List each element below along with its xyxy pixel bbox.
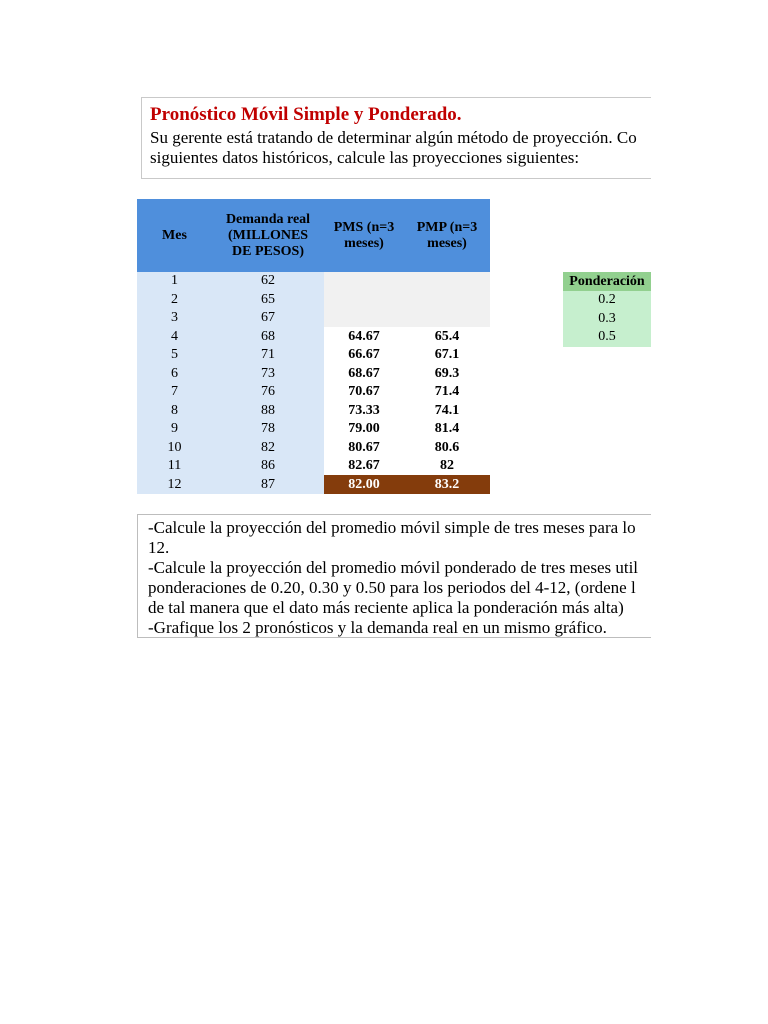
table-row: 5 71 66.67 67.1 xyxy=(171,347,460,362)
weights-table xyxy=(563,272,651,347)
table-row: 3 67 xyxy=(171,310,275,325)
table-row: 7 76 70.67 71.4 xyxy=(171,384,460,399)
weight-value: 0.2 xyxy=(563,291,651,310)
table-row: 11 86 82.67 82 xyxy=(167,458,454,473)
column-header-mes: Mes xyxy=(162,227,187,243)
instruction-line: 12. xyxy=(148,538,170,557)
intro-line: Su gerente está tratando de determinar algún método de proyección. Co xyxy=(150,128,637,147)
table-row: 6 73 68.67 69.3 xyxy=(171,365,460,381)
table-row: 9 78 79.00 81.4 xyxy=(171,421,460,436)
table-header xyxy=(137,199,490,272)
weight-value: 0.3 xyxy=(563,310,651,329)
table-row: 10 82 80.67 80.6 xyxy=(167,439,460,455)
table-row: 2 65 xyxy=(171,291,275,307)
intro-line: siguientes datos históricos, calcule las proyecciones siguientes: xyxy=(150,148,580,167)
table-row: 4 68 64.67 65.4 xyxy=(171,328,460,344)
table-row: 8 88 73.33 74.1 xyxy=(171,402,460,418)
column-header-pms: PMS (n=3 meses) xyxy=(333,219,395,251)
instructions-box xyxy=(137,514,651,638)
column-header-demanda: Demanda real (MILLONES DE PESOS) xyxy=(225,211,311,259)
data-table xyxy=(137,272,490,494)
table-row: 1 62 xyxy=(171,273,275,288)
instruction-line: de tal manera que el dato más reciente aplica la ponderación más alta) xyxy=(148,598,624,617)
instruction-line: -Calcule la proyección del promedio móvil ponderado de tres meses util xyxy=(148,558,639,577)
table-row: 12 87 82.00 83.2 xyxy=(167,476,460,492)
page-title: Pronóstico Móvil Simple y Ponderado. xyxy=(150,104,462,125)
intro-box xyxy=(141,97,651,179)
column-header-pmp: PMP (n=3 meses) xyxy=(416,219,478,251)
instruction-line: -Grafique los 2 pronósticos y la demanda real en un mismo gráfico. xyxy=(148,618,607,637)
instruction-line: -Calcule la proyección del promedio móvil simple de tres meses para lo xyxy=(148,518,636,537)
instruction-line: ponderaciones de 0.20, 0.30 y 0.50 para los periodos del 4-12, (ordene l xyxy=(148,578,636,597)
weights-header: Ponderación xyxy=(563,272,651,291)
weight-value: 0.5 xyxy=(563,328,651,347)
